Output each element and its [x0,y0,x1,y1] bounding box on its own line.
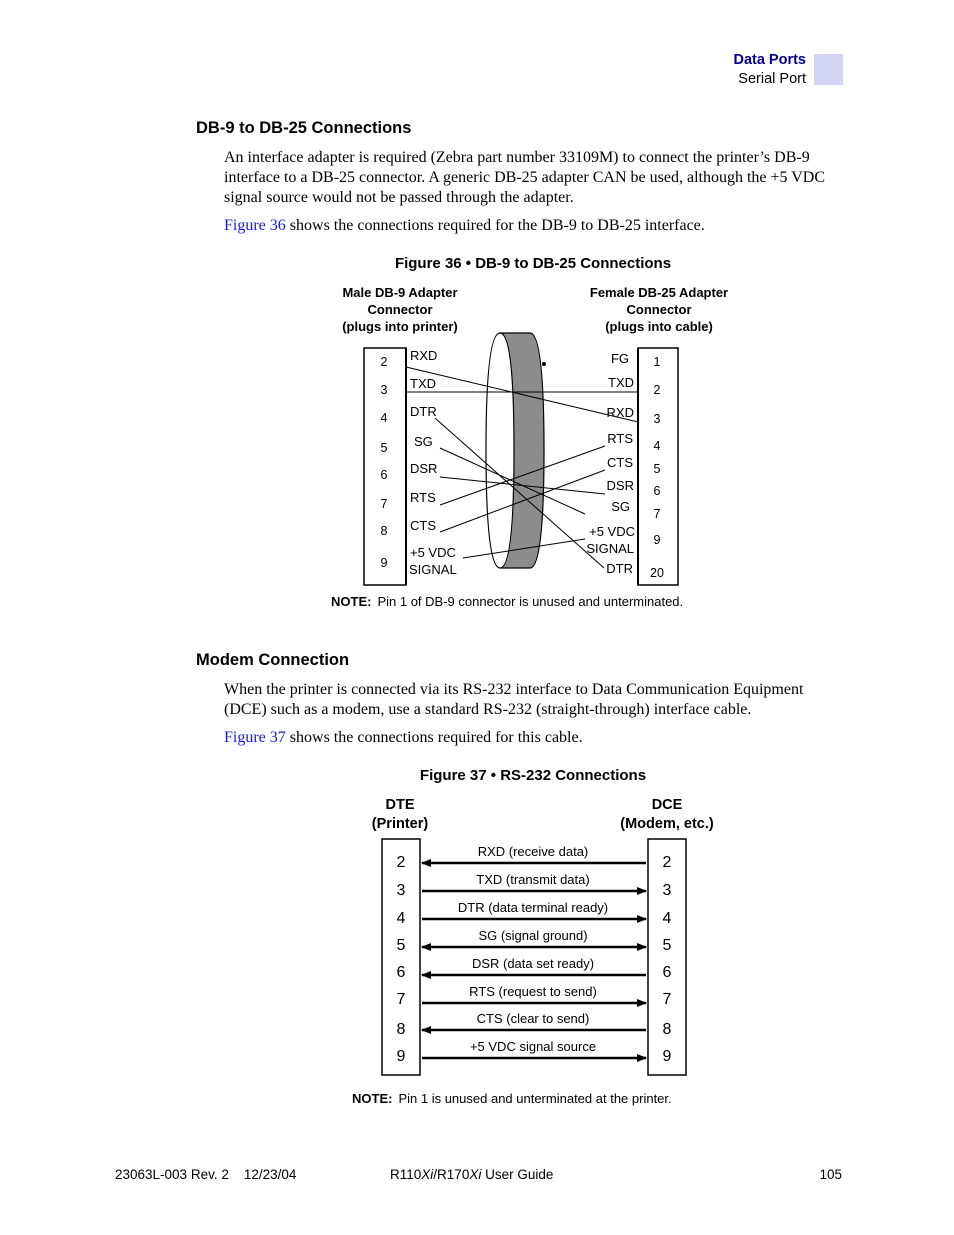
db25-label-cts: CTS [607,455,633,470]
dce-pin-3: 3 [662,882,672,899]
section-heading-modem: Modem Connection [196,651,350,669]
db25-label-txd: TXD [608,375,634,390]
signal-label-3: SG (signal ground) [478,928,588,943]
section-heading-db9-db25: DB-9 to DB-25 Connections [196,119,412,137]
db25-pin-6: 6 [653,484,661,498]
dte-connector-box [382,839,420,1075]
db25-pin-3: 3 [653,412,661,426]
db9-title-line1: Male DB-9 Adapter [342,285,458,300]
signal-label-2: DTR (data terminal ready) [457,900,609,915]
dte-pin-7: 7 [396,991,406,1008]
footer-page-number: 105 [819,1167,842,1182]
signal-label-6: CTS (clear to send) [476,1011,590,1026]
db25-label-sg: SG [611,499,630,514]
db9-label-5vdc: +5 VDC [410,545,456,560]
db9-pin-4: 4 [380,411,388,425]
footer-docnum: 23063L-003 Rev. 2 12/23/04 [115,1167,297,1182]
db9-label-signal: SIGNAL [409,562,457,577]
signal-label-1: TXD (transmit data) [476,872,590,887]
db9-pin-6: 6 [380,468,388,482]
dte-pin-5: 5 [396,937,406,954]
db25-title-line1: Female DB-25 Adapter [589,285,729,300]
signal-label-5: RTS (request to send) [469,984,597,999]
figure37-diagram [350,790,740,1080]
figure36-link[interactable]: Figure 36 [224,217,286,234]
db9-label-dsr: DSR [410,461,438,476]
db9-label-cts: CTS [410,518,436,533]
dte-pin-6: 6 [396,964,406,981]
dce-pin-8: 8 [662,1021,672,1038]
signal-label-4: DSR (data set ready) [471,956,595,971]
db25-pin-2: 2 [653,383,661,397]
db9-label-rts: RTS [410,490,436,505]
dce-pin-7: 7 [662,991,672,1008]
dce-pin-5: 5 [662,937,672,954]
db25-label-fg: FG [610,351,629,366]
figure37-note: NOTE: Pin 1 is unused and unterminated at the printer. [352,1091,672,1106]
paragraph-adapter-info: An interface adapter is required (Zebra part number 33109M) to connect the printer’s DB-9 interface to a DB-25 connector. A generic DB-25 adapter CAN be used, although the +5 VDC signal source would not be passed through the adapter. [224,149,826,206]
db9-label-txd: TXD [410,376,436,391]
paragraph-modem-info: When the printer is connected via its RS-232 interface to Data Communication Equipment (DCE) such as a modem, use a standard RS-232 (straight-through) interface cable. [224,681,804,718]
rs232-signal-labels [458,844,608,1054]
dte-pin-4: 4 [396,910,406,927]
dte-title: DTE [385,797,415,813]
db9-pin-2: 2 [380,355,388,369]
db25-title-line2: Connector [626,302,692,317]
db25-title-line3: (plugs into cable) [605,319,713,334]
dce-subtitle: (Modem, etc.) [620,816,714,832]
figure37-link[interactable]: Figure 37 [224,729,286,746]
db25-label-signal: SIGNAL [586,541,634,556]
footer-guide-title: R110Xi/R170Xi User Guide [390,1167,554,1182]
dce-connector-box [648,839,686,1075]
db25-pin-9: 9 [653,533,661,547]
db9-label-dtr: DTR [410,404,437,419]
dce-pin-4: 4 [662,910,672,927]
db25-pin-20: 20 [650,566,664,580]
db25-label-dtr: DTR [606,561,633,576]
db9-title-line3: (plugs into printer) [342,319,458,334]
figure36-caption: Figure 36 • DB-9 to DB-25 Connections [394,255,672,272]
cable-front-outline [486,333,500,568]
db25-label-rts: RTS [607,431,633,446]
figure36-note: NOTE: Pin 1 of DB-9 connector is unused and unterminated. [331,594,684,609]
db9-label-rxd: RXD [410,348,438,363]
db9-pin-5: 5 [380,441,388,455]
dce-pin-9: 9 [662,1048,672,1065]
db9-pin-3: 3 [380,383,388,397]
signal-label-0: RXD (receive data) [477,844,589,859]
cable-body [500,333,544,568]
db9-label-sg: SG [414,434,433,449]
dte-subtitle: (Printer) [371,816,429,832]
db25-label-5vdc: +5 VDC [589,524,635,539]
dte-pin-3: 3 [396,882,406,899]
dce-pin-6: 6 [662,964,672,981]
db25-label-rxd: RXD [606,405,634,420]
db25-pin-4: 4 [653,439,661,453]
db25-pin-1: 1 [653,355,661,369]
dce-title: DCE [651,797,683,813]
header-accent-tab [814,54,843,85]
db9-pin-9: 9 [380,556,388,570]
figure36-diagram [300,280,760,592]
signal-label-7: +5 VDC signal source [469,1039,597,1054]
dte-pin-9: 9 [396,1048,406,1065]
paragraph-figure36-ref: Figure 36 shows the connections required for the DB-9 to DB-25 interface. [224,217,705,234]
db9-pin-8: 8 [380,524,388,538]
dte-pin-8: 8 [396,1021,406,1038]
db25-label-dsr: DSR [606,478,634,493]
db25-pin-7: 7 [653,507,661,521]
fg-junction-dot [542,362,546,366]
db25-pin-5: 5 [653,462,661,476]
db9-title-line2: Connector [367,302,433,317]
figure37-caption: Figure 37 • RS-232 Connections [419,767,647,784]
header-section-title: Data Ports [733,52,806,68]
paragraph-figure37-ref: Figure 37 shows the connections required for this cable. [224,729,583,746]
dte-pin-2: 2 [396,854,406,871]
header-subsection-title: Serial Port [738,71,806,87]
db9-pin-7: 7 [380,497,388,511]
dce-pin-2: 2 [662,854,672,871]
